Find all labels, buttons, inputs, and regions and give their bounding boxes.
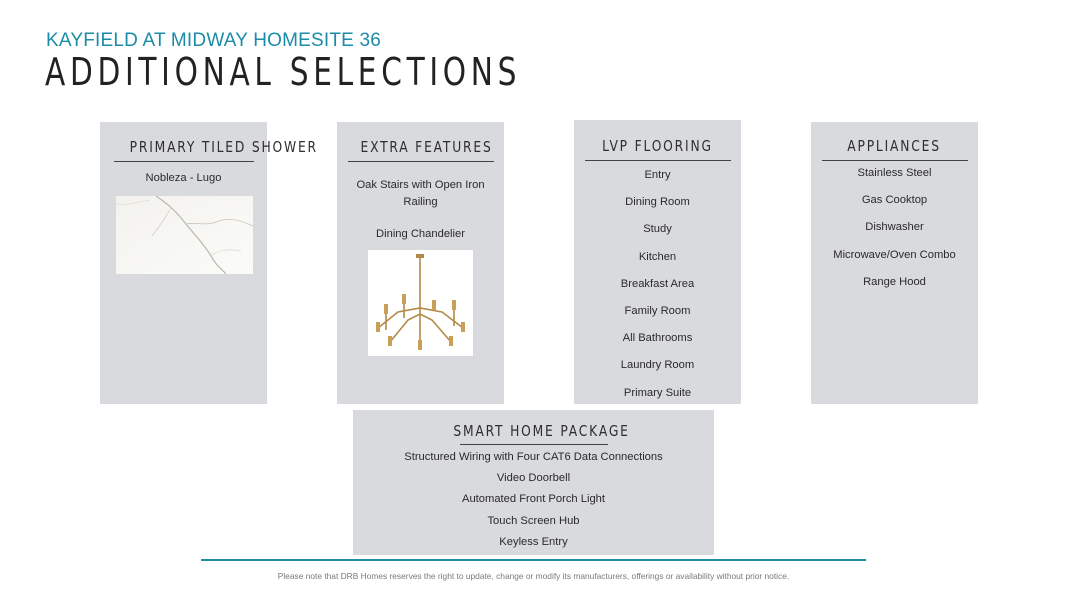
homesite-subtitle: KAYFIELD AT MIDWAY HOMESITE 36	[46, 30, 382, 51]
card-smart-home-package	[353, 410, 714, 555]
marble-tile-swatch	[116, 196, 253, 274]
list-item: Touch Screen Hub	[487, 514, 580, 527]
heading-divider	[460, 444, 608, 445]
heading-divider	[348, 161, 494, 162]
list-item: Kitchen	[638, 250, 677, 263]
smart-home-list	[353, 447, 714, 553]
list-item: Structured Wiring with Four CAT6 Data Connections	[404, 451, 663, 463]
list-item: Dining Room	[625, 196, 690, 209]
list-item: Dishwasher	[865, 221, 924, 234]
shower-item: Nobleza - Lugo	[145, 172, 222, 184]
card-heading: LVP FLOORING	[602, 137, 713, 155]
card-heading: EXTRA FEATURES	[359, 138, 493, 156]
list-item: Automated Front Porch Light	[461, 493, 606, 506]
footer-disclaimer: Please note that DRB Homes reserves the right to update, change or modify its manufacturers, offerings or availability without prior notice.	[277, 571, 790, 581]
extra-feature-item: Oak Stairs with Open Iron Railing	[356, 179, 485, 208]
footer-divider	[201, 559, 866, 561]
list-item: Entry	[644, 169, 671, 181]
list-item: Stainless Steel	[857, 167, 932, 179]
card-heading: SMART HOME PACKAGE	[452, 422, 630, 440]
list-item: Video Doorbell	[496, 472, 571, 485]
list-item: Breakfast Area	[620, 277, 695, 290]
list-item: Primary Suite	[623, 386, 692, 399]
list-item: Study	[643, 223, 672, 236]
card-appliances	[811, 122, 978, 404]
appliance-list	[811, 160, 978, 296]
extra-feature-item: Dining Chandelier	[376, 228, 465, 240]
list-item: Gas Cooktop	[861, 194, 928, 207]
flooring-list	[574, 162, 741, 407]
page-title: ADDITIONAL SELECTIONS	[45, 50, 522, 94]
list-item: Microwave/Oven Combo	[833, 248, 956, 261]
card-lvp-flooring	[574, 120, 741, 404]
heading-divider	[114, 161, 254, 162]
list-item: Keyless Entry	[499, 535, 568, 548]
list-item: All Bathrooms	[622, 332, 693, 345]
list-item: Laundry Room	[620, 359, 695, 372]
card-primary-tiled-shower	[100, 122, 318, 404]
heading-divider	[585, 160, 731, 161]
list-item: Family Room	[624, 305, 691, 318]
card-heading: PRIMARY TILED SHOWER	[129, 138, 318, 156]
list-item: Range Hood	[863, 275, 926, 288]
chandelier-photo	[368, 250, 473, 356]
card-heading: APPLIANCES	[847, 137, 942, 155]
card-extra-features	[337, 122, 504, 404]
